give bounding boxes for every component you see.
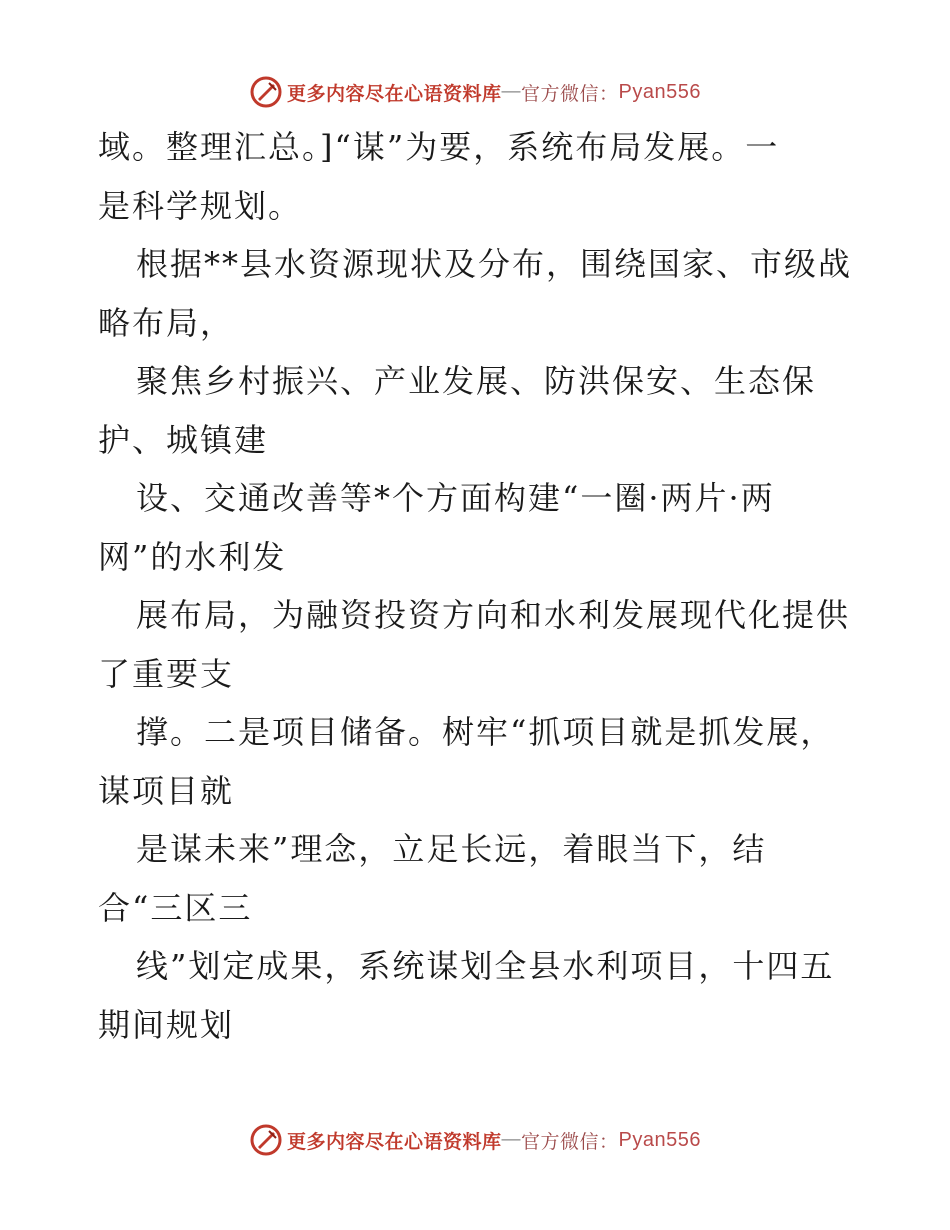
text-line: 网”的水利发 <box>98 537 287 576</box>
banner-text <box>287 1127 701 1154</box>
text-line: 了重要支 <box>98 654 235 693</box>
text-line: 域。整理汇总。]“谋”为要，系统布局发展。一 <box>98 128 780 166</box>
banner-wechat-id: Pyan556 <box>618 80 701 103</box>
text-line: 护、城镇建 <box>98 420 269 459</box>
text-line: 合“三区三 <box>98 888 253 927</box>
footer-banner <box>0 1120 950 1160</box>
banner-main-text: 更多内容尽在心语资料库 <box>287 1130 502 1153</box>
banner-dash: — <box>501 81 522 102</box>
document-body <box>98 118 858 1054</box>
text-line: 根据**县水资源现状及分布，围绕国家、市级战 <box>136 245 853 283</box>
text-line: 是科学规划。 <box>98 186 303 225</box>
banner-text <box>287 79 701 106</box>
quill-seal-logo-icon <box>249 1123 283 1157</box>
quill-seal-logo-icon <box>249 75 283 109</box>
header-banner <box>0 72 950 112</box>
banner-wechat-label: 官方微信： <box>521 82 619 105</box>
text-line: 撑。二是项目储备。树牢“抓项目就是抓发展， <box>136 713 835 751</box>
text-line: 设、交通改善等*个方面构建“一圈·两片·两 <box>136 479 775 517</box>
banner-wechat-label: 官方微信： <box>521 1130 619 1153</box>
text-line: 聚焦乡村振兴、产业发展、防洪保安、生态保 <box>136 362 817 400</box>
banner-dash: — <box>501 1129 522 1150</box>
text-line: 略布局， <box>98 303 235 342</box>
text-line: 期间规划 <box>98 1005 235 1044</box>
banner-main-text: 更多内容尽在心语资料库 <box>287 82 502 105</box>
text-line: 是谋未来”理念，立足长远，着眼当下，结 <box>136 830 767 868</box>
text-line: 展布局，为融资投资方向和水利发展现代化提供 <box>136 596 851 634</box>
banner-wechat-id: Pyan556 <box>618 1128 701 1151</box>
text-line: 谋项目就 <box>98 771 235 810</box>
text-line: 线”划定成果，系统谋划全县水利项目，十四五 <box>136 947 835 985</box>
